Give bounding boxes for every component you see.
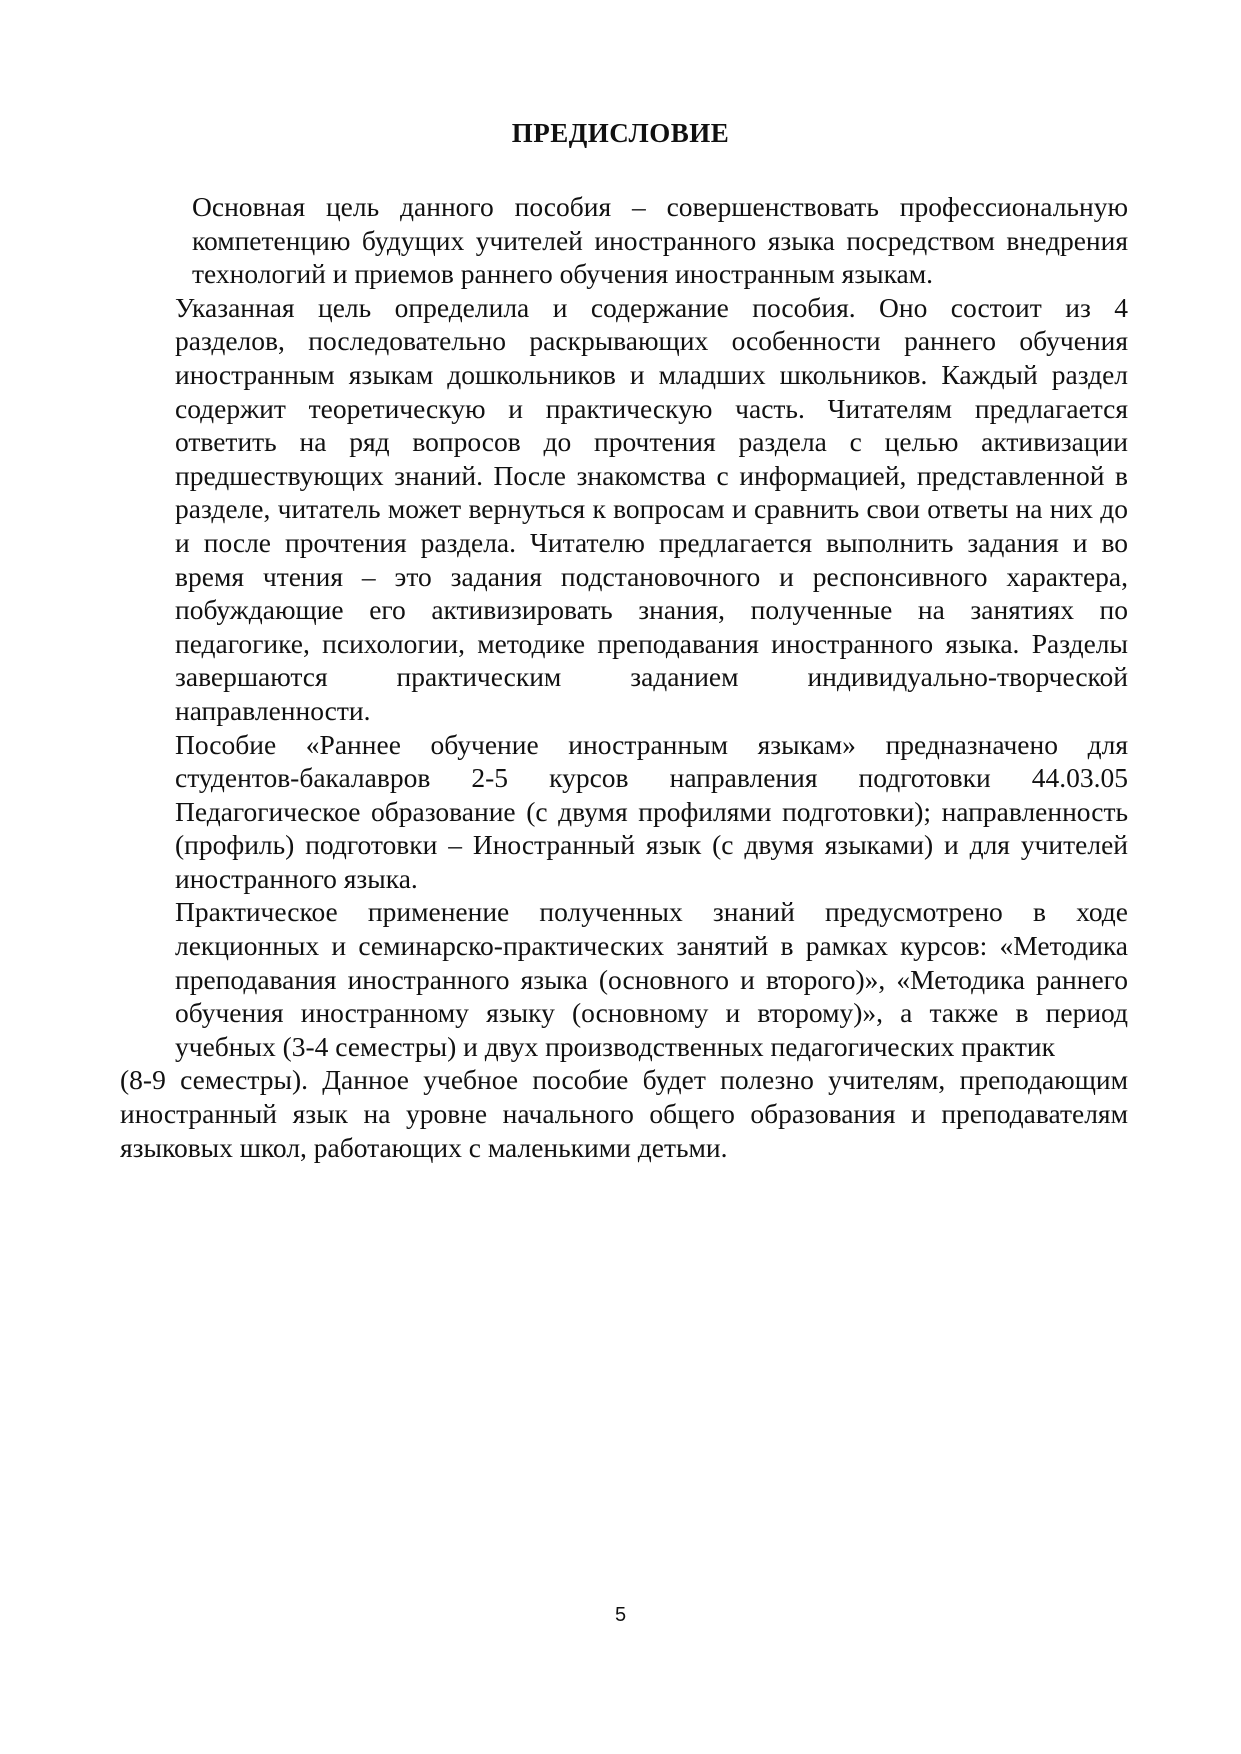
paragraph-structure: [120, 291, 1128, 728]
paragraph-audience: [120, 728, 1128, 896]
text-line: (8-9 семестры). Данное учебное пособие будет полезно учителям, преподающим: [120, 1064, 1128, 1096]
text-line: побуждающие его активизировать знания, полученные на занятиях по: [175, 594, 1128, 626]
text-line: иностранный язык на уровне начального общего образования и преподавателям: [120, 1098, 1128, 1130]
text-line: Практическое применение полученных знаний предусмотрено в ходе: [175, 896, 1128, 928]
text-line: обучения иностранному языку (основному и второму)», а также в период: [175, 997, 1128, 1029]
text-line: иностранного языка.: [175, 862, 418, 894]
text-line: завершаются практическим заданием индивидуально-творческой: [175, 661, 1128, 693]
page-number: 5: [614, 1604, 627, 1626]
text-line: языковых школ, работающих с маленькими детьми.: [120, 1131, 728, 1163]
text-line: и после прочтения раздела. Читателю предлагается выполнить задания и во: [175, 526, 1128, 558]
text-line: предшествующих знаний. После знакомства с информацией, представленной в: [175, 459, 1128, 491]
text-line: лекционных и семинарско-практических занятий в рамках курсов: «Методика: [175, 930, 1128, 962]
text-line: Педагогическое образование (с двумя профилями подготовки); направленность: [175, 795, 1128, 827]
text-line: ответить на ряд вопросов до прочтения раздела с целью активизации: [175, 426, 1128, 458]
text-line: Пособие «Раннее обучение иностранным языкам» предназначено для: [175, 728, 1128, 760]
text-line: иностранным языкам дошкольников и младших школьников. Каждый раздел: [175, 358, 1128, 390]
paragraph-application: [120, 895, 1128, 1164]
text-line: студентов-бакалавров 2-5 курсов направления подготовки 44.03.05: [175, 762, 1128, 794]
text-line: содержит теоретическую и практическую часть. Читателям предлагается: [175, 392, 1128, 424]
text-line: педагогике, психологии, методике преподавания иностранного языка. Разделы: [175, 627, 1128, 659]
text-line: разделе, читатель может вернуться к вопросам и сравнить свои ответы на них до: [175, 493, 1128, 525]
text-line: компетенцию будущих учителей иностранного языка посредством внедрения: [192, 224, 1128, 256]
body-text: [120, 190, 1128, 1164]
text-line: Основная цель данного пособия – совершенствовать профессиональную: [192, 191, 1128, 222]
text-line: Указанная цель определила и содержание пособия. Оно состоит из 4: [175, 291, 1128, 323]
text-line: направленности.: [175, 694, 371, 726]
text-line: время чтения – это задания подстановочного и респонсивного характера,: [175, 560, 1128, 592]
text-line: (профиль) подготовки – Иностранный язык (с двумя языками) и для учителей: [175, 829, 1128, 861]
paragraph-purpose: [120, 190, 1128, 291]
text-line: разделов, последовательно раскрывающих особенности раннего обучения: [175, 325, 1128, 357]
text-line: технологий и приемов раннего обучения иностранным языкам.: [192, 258, 934, 290]
page-title: ПРЕДИСЛОВИЕ: [511, 118, 730, 148]
text-line: преподавания иностранного языка (основного и второго)», «Методика раннего: [175, 963, 1128, 995]
text-line: учебных (3-4 семестры) и двух производственных педагогических практик: [175, 1030, 1055, 1062]
